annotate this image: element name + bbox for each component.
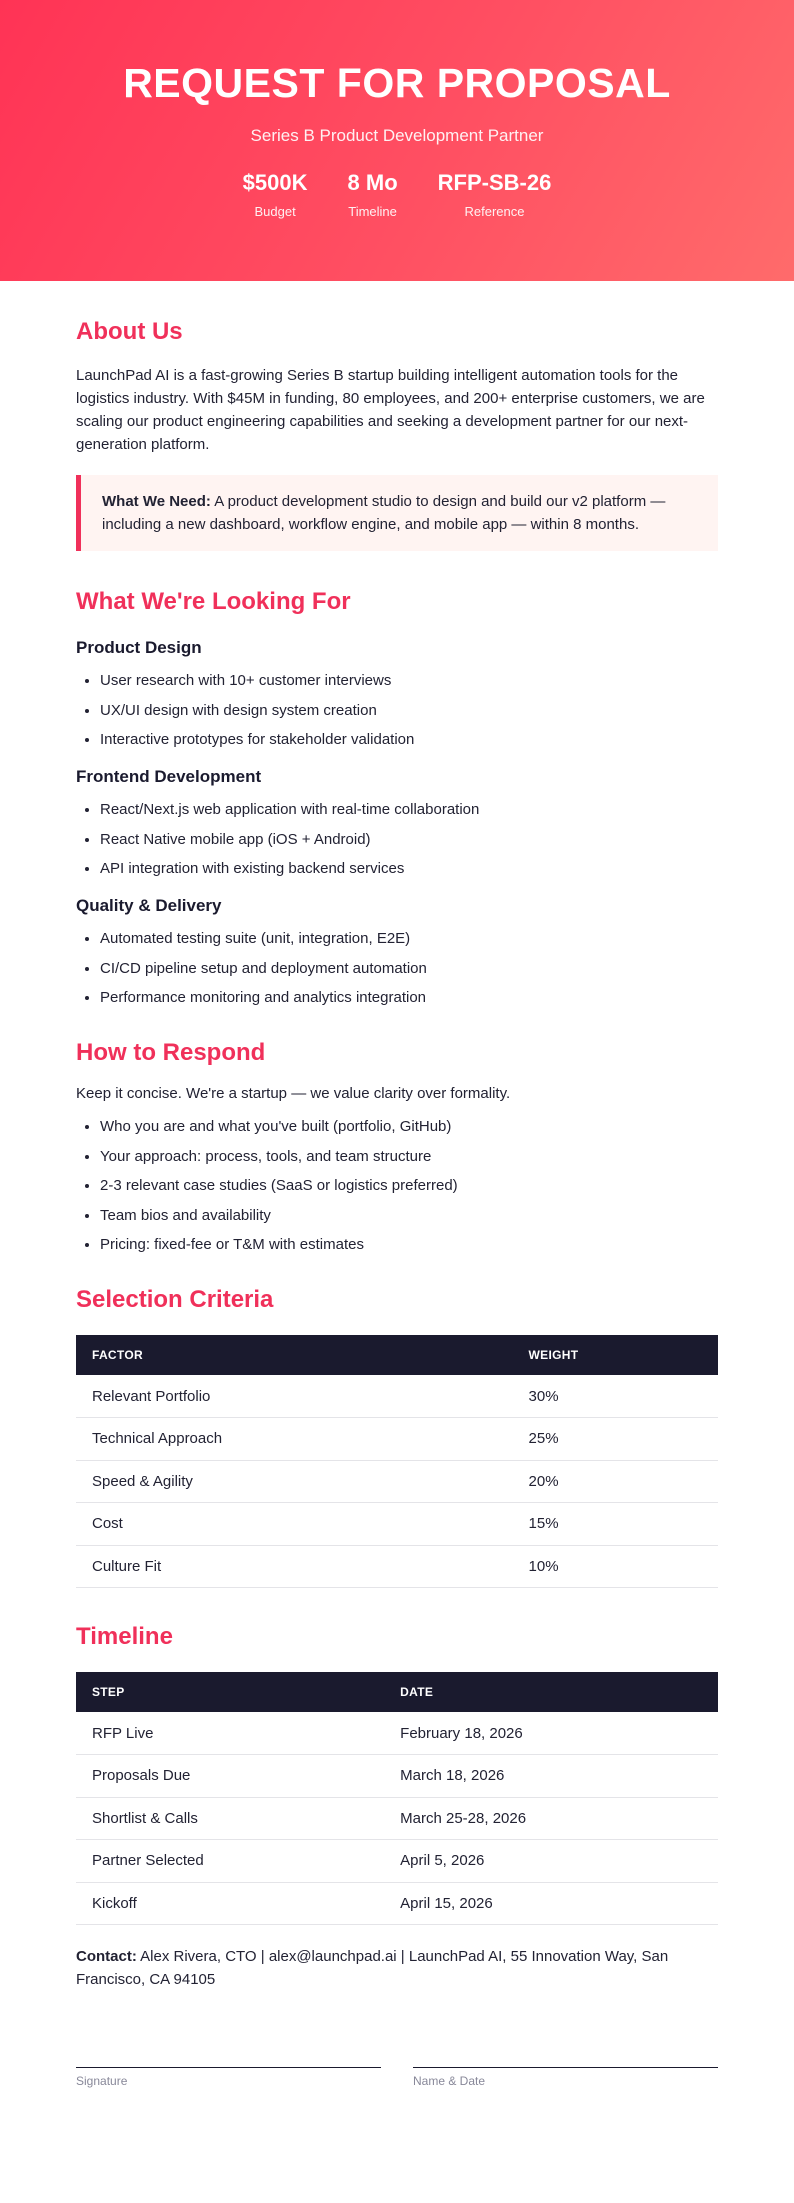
stat-timeline [348,170,398,219]
section-heading-looking-for: What We're Looking For [76,588,351,615]
contact-label: Contact: [76,1948,137,1965]
column-header-weight: WEIGHT [528,1348,579,1362]
section-heading-about: About Us [76,318,183,345]
page-subtitle: Series B Product Development Partner [250,126,544,145]
selection-criteria-section [76,1285,718,1588]
table-row [76,1503,718,1546]
list-item: • UX/UI design with design system creation [100,701,718,721]
table-cell: 20% [513,1460,718,1503]
table-cell: Cost [76,1503,513,1546]
list-item: • API integration with existing backend services [100,859,718,879]
stat-value: 8 Mo [347,170,398,195]
table-row [76,1882,718,1925]
column-header-date: DATE [400,1685,434,1699]
table-cell: 25% [513,1418,718,1461]
stat-value: RFP-SB-26 [437,170,552,195]
timeline-table [76,1672,718,1925]
table-row [76,1755,718,1798]
table-cell: April 5, 2026 [384,1840,718,1883]
table-header-row [76,1672,718,1712]
table-row [76,1545,718,1588]
table-cell: RFP Live [76,1712,384,1755]
group-title-quality-delivery: Quality & Delivery [76,896,222,915]
group-title-product-design: Product Design [76,638,202,657]
stat-budget [243,170,308,219]
callout-label: What We Need: [102,493,211,510]
product-design-list [76,671,718,750]
table-row [76,1797,718,1840]
stat-label: Timeline [348,204,397,219]
frontend-development-list [76,800,718,879]
table-cell: Partner Selected [76,1840,384,1883]
table-cell: March 18, 2026 [384,1755,718,1798]
column-header-factor: FACTOR [92,1348,143,1362]
group-title-frontend-development: Frontend Development [76,767,262,786]
contact-text: Alex Rivera, CTO | alex@launchpad.ai | LaunchPad AI, 55 Innovation Way, San Francisco, CA 94105 [76,1948,669,1988]
table-cell: February 18, 2026 [384,1712,718,1755]
list-item: • Performance monitoring and analytics integration [100,988,718,1008]
table-cell: Shortlist & Calls [76,1797,384,1840]
hero-banner [0,0,794,281]
list-item: • Team bios and availability [100,1206,718,1226]
section-heading-selection-criteria: Selection Criteria [76,1286,274,1313]
table-header-row [76,1335,718,1375]
list-item: • Automated testing suite (unit, integration, E2E) [100,929,718,949]
contact-info [76,1945,718,1991]
table-row [76,1840,718,1883]
list-item: • React Native mobile app (iOS + Android) [100,830,718,850]
respond-list [76,1117,718,1255]
stats-row [0,170,794,219]
timeline-section [76,1622,718,1925]
stat-reference [438,170,552,219]
table-row [76,1418,718,1461]
stat-value: $500K [242,170,308,195]
table-cell: Relevant Portfolio [76,1375,513,1418]
quality-delivery-list [76,929,718,1008]
document-body [0,281,794,2088]
list-item: • Interactive prototypes for stakeholder validation [100,730,718,750]
respond-intro: Keep it concise. We're a startup — we value clarity over formality. [76,1085,511,1102]
table-row [76,1375,718,1418]
list-item: • 2-3 relevant case studies (SaaS or logistics preferred) [100,1176,718,1196]
table-row [76,1460,718,1503]
signature-block [76,2067,718,2088]
stat-label: Reference [464,204,525,219]
stat-label: Budget [254,204,296,219]
signature-line: Signature [76,2067,381,2088]
list-item: • CI/CD pipeline setup and deployment automation [100,959,718,979]
looking-for-section [76,587,718,1008]
list-item: • User research with 10+ customer interviews [100,671,718,691]
table-cell: Proposals Due [76,1755,384,1798]
list-item: • Who you are and what you've built (portfolio, GitHub) [100,1117,718,1137]
table-cell: April 15, 2026 [384,1882,718,1925]
list-item: • Your approach: process, tools, and team structure [100,1147,718,1167]
how-to-respond-section [76,1038,718,1255]
list-item: • Pricing: fixed-fee or T&M with estimates [100,1235,718,1255]
callout-text: A product development studio to design and build our v2 platform — including a new dashboard, workflow engine, and mobile app — within 8 months. [102,493,666,533]
table-cell: Culture Fit [76,1545,513,1588]
about-paragraph: LaunchPad AI is a fast-growing Series B startup building intelligent automation tools for the logistics industry. With $45M in funding, 80 employees, and 200+ enterprise customers, we are scaling our product engineering capabilities and seeking a development partner for our next-generation platform. [76,367,705,453]
table-cell: 30% [513,1375,718,1418]
column-header-step: STEP [92,1685,125,1699]
table-cell: Kickoff [76,1882,384,1925]
name-date-line: Name & Date [413,2067,718,2088]
what-we-need-callout [76,475,718,551]
about-section [76,317,718,551]
table-cell: 15% [513,1503,718,1546]
section-heading-how-to-respond: How to Respond [76,1039,266,1066]
table-cell: 10% [513,1545,718,1588]
section-heading-timeline: Timeline [76,1623,173,1650]
page-title: REQUEST FOR PROPOSAL [123,60,671,106]
table-cell: March 25-28, 2026 [384,1797,718,1840]
list-item: • React/Next.js web application with real-time collaboration [100,800,718,820]
table-row [76,1712,718,1755]
table-cell: Technical Approach [76,1418,513,1461]
selection-criteria-table [76,1335,718,1588]
table-cell: Speed & Agility [76,1460,513,1503]
